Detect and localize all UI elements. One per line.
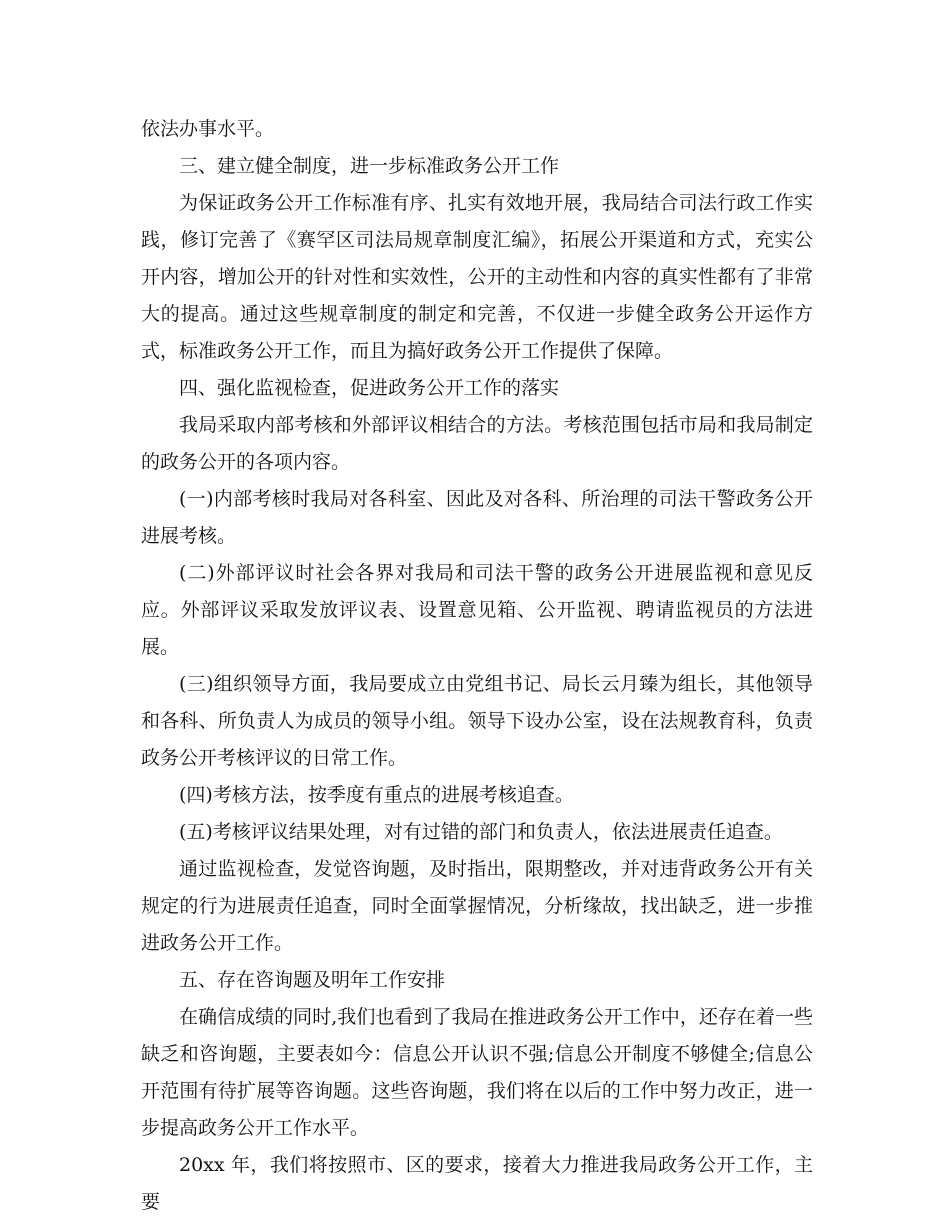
list-item-1: (一)内部考核时我局对各科室、因此及对各科、所治理的司法干警政务公开进展考核。 (141, 488, 813, 547)
document-body (141, 111, 813, 1221)
list-item-4: (四)考核方法，按季度有重点的进展考核追查。 (179, 784, 574, 806)
paragraph-continuation: 依法办事水平。 (141, 118, 275, 140)
paragraph: 20xx 年，我们将按照市、区的要求，接着大力推进我局政务公开工作，主要 (141, 1154, 813, 1213)
list-item-3: (三)组织领导方面，我局要成立由党组书记、局长云月臻为组长，其他领导和各科、所负责人为成员的领导小组。领导下设办公室，设在法规教育科，负责政务公开考核评议的日常工作。 (141, 673, 813, 769)
section-heading-3: 三、建立健全制度，进一步标准政务公开工作 (179, 155, 560, 177)
section-heading-5: 五、存在咨询题及明年工作安排 (179, 969, 446, 991)
list-item-2: (二)外部评议时社会各界对我局和司法干警的政务公开进展监视和意见反应。外部评议采取发放评议表、设置意见箱、公开监视、聘请监视员的方法进展。 (141, 562, 813, 658)
section-heading-4: 四、强化监视检查，促进政务公开工作的落实 (179, 377, 560, 399)
list-item-5: (五)考核评议结果处理，对有过错的部门和负责人，依法进展责任追查。 (179, 821, 783, 843)
paragraph: 在确信成绩的同时,我们也看到了我局在推进政务公开工作中，还存在着一些缺乏和咨询题，主要表如今：信息公开认识不强;信息公开制度不够健全;信息公开范围有待扩展等咨询题。这些咨询题，我们将在以后的工作中努力改正，进一步提高政务公开工作水平。 (141, 1006, 813, 1139)
paragraph: 为保证政务公开工作标准有序、扎实有效地开展，我局结合司法行政工作实践，修订完善了《赛罕区司法局规章制度汇编》，拓展公开渠道和方式，充实公开内容，增加公开的针对性和实效性，公开的主动性和内容的真实性都有了非常大的提高。通过这些规章制度的制定和完善，不仅进一步健全政务公开运作方式，标准政务公开工作，而且为搞好政务公开工作提供了保障。 (141, 192, 813, 362)
paragraph: 我局采取内部考核和外部评议相结合的方法。考核范围包括市局和我局制定的政务公开的各项内容。 (141, 414, 813, 473)
paragraph: 通过监视检查，发觉咨询题，及时指出，限期整改，并对违背政务公开有关规定的行为进展责任追查，同时全面掌握情况，分析缘故，找出缺乏，进一步推进政务公开工作。 (141, 858, 813, 954)
